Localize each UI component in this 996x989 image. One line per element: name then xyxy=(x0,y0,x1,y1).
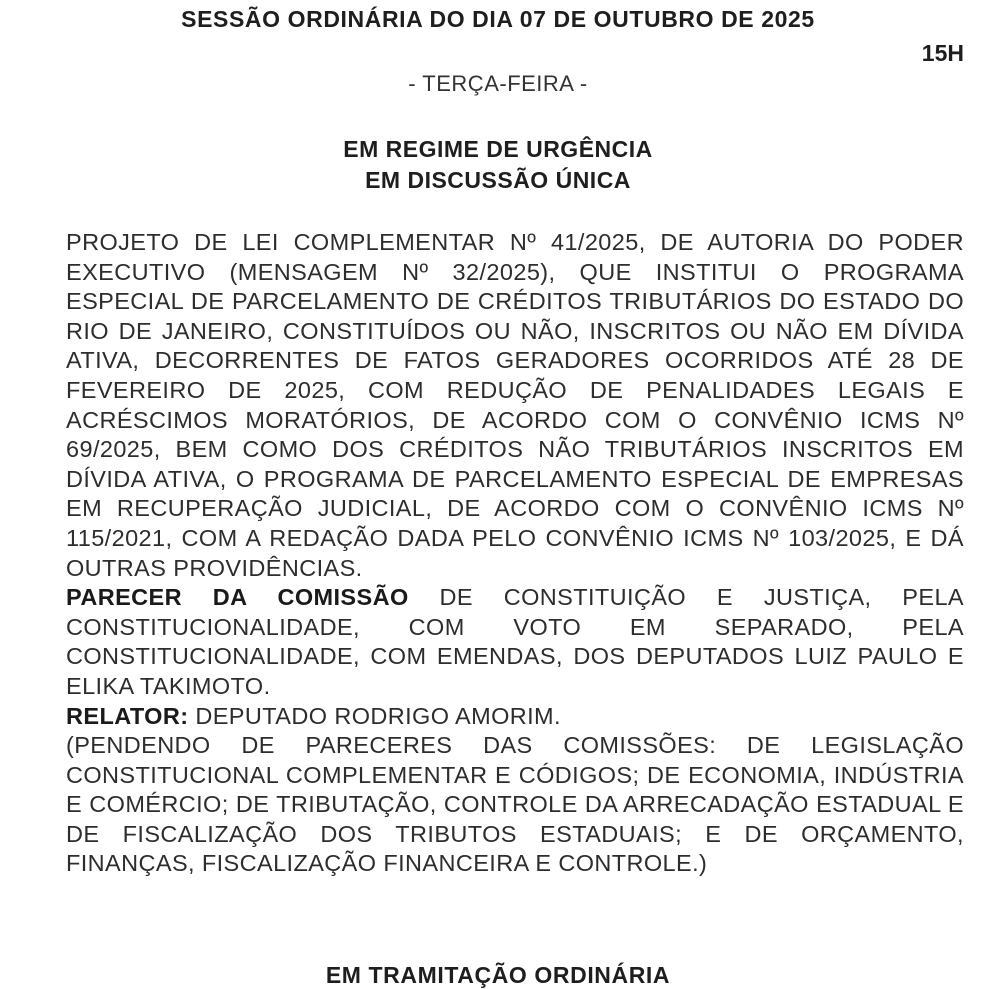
committee-opinion-text: DE CONSTITUIÇÃO E JUSTIÇA, PELA CONSTITUCIONALIDADE, COM VOTO EM SEPARADO, PELA CONSTITUCIONALIDADE, COM EMENDAS, DOS DEPUTADOS LUIZ PAULO E ELIKA TAKIMOTO. xyxy=(66,584,964,699)
rapporteur xyxy=(66,702,964,732)
committee-opinion xyxy=(66,583,964,701)
regime-discussion-line: EM DISCUSSÃO ÚNICA xyxy=(365,167,631,193)
session-weekday: - TERÇA-FEIRA - xyxy=(408,71,588,96)
agenda-item xyxy=(66,228,964,879)
next-section-heading: EM TRAMITAÇÃO ORDINÁRIA xyxy=(325,962,671,988)
rapporteur-name: DEPUTADO RODRIGO AMORIM. xyxy=(188,702,561,729)
committee-opinion-label: PARECER DA COMISSÃO xyxy=(66,584,409,611)
session-time: 15H xyxy=(921,40,964,66)
rapporteur-label: RELATOR: xyxy=(66,702,189,729)
regime-urgency-line: EM REGIME DE URGÊNCIA xyxy=(343,136,653,162)
project-description: PROJETO DE LEI COMPLEMENTAR Nº 41/2025, DE AUTORIA DO PODER EXECUTIVO (MENSAGEM Nº 32/2025), QUE INSTITUI O PROGRAMA ESPECIAL DE PARCELAMENTO DE CRÉDITOS TRIBUTÁRIOS DO ESTADO DO RIO DE JANEIRO, CONSTITUÍDOS OU NÃO, INSCRITOS OU NÃO EM DÍVIDA ATIVA, DECORRENTES DE FATOS GERADORES OCORRIDOS ATÉ 28 DE FEVEREIRO DE 2025, COM REDUÇÃO DE PENALIDADES LEGAIS E ACRÉSCIMOS MORATÓRIOS, DE ACORDO COM O CONVÊNIO ICMS Nº 69/2025, BEM COMO DOS CRÉDITOS NÃO TRIBUTÁRIOS INSCRITOS EM DÍVIDA ATIVA, O PROGRAMA DE PARCELAMENTO ESPECIAL DE EMPRESAS EM RECUPERAÇÃO JUDICIAL, DE ACORDO COM O CONVÊNIO ICMS Nº 115/2021, COM A REDAÇÃO DADA PELO CONVÊNIO ICMS Nº 103/2025, E DÁ OUTRAS PROVIDÊNCIAS. xyxy=(66,229,964,581)
pending-opinions: (PENDENDO DE PARECERES DAS COMISSÕES: DE LEGISLAÇÃO CONSTITUCIONAL COMPLEMENTAR E CÓDIGOS; DE ECONOMIA, INDÚSTRIA E COMÉRCIO; DE TRIBUTAÇÃO, CONTROLE DA ARRECADAÇÃO ESTADUAL E DE FISCALIZAÇÃO DOS TRIBUTOS ESTADUAIS; E DE ORÇAMENTO, FINANÇAS, FISCALIZAÇÃO FINANCEIRA E CONTROLE.) xyxy=(66,732,964,877)
regime-heading xyxy=(0,134,996,196)
session-title: SESSÃO ORDINÁRIA DO DIA 07 DE OUTUBRO DE 2025 xyxy=(181,6,815,32)
